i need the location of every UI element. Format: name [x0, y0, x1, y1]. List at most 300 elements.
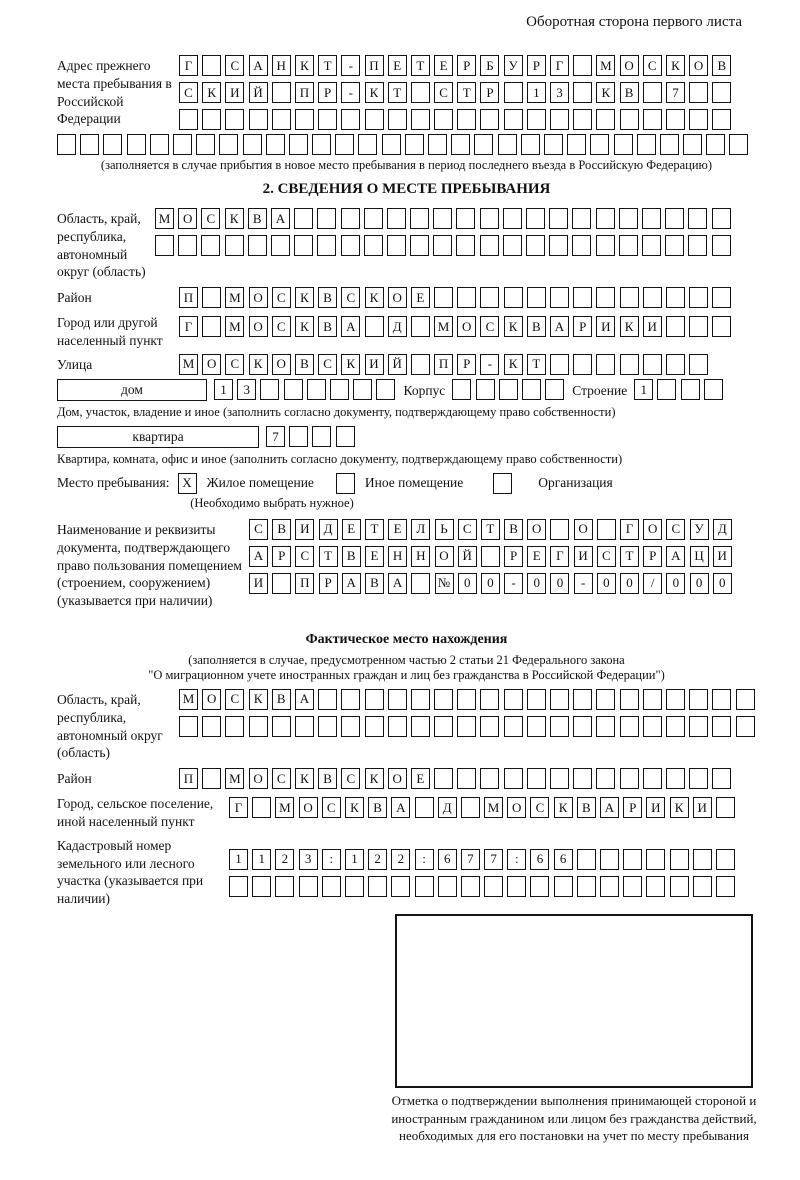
- char-cell[interactable]: В: [318, 316, 337, 337]
- char-cell[interactable]: Д: [388, 316, 407, 337]
- char-cell[interactable]: [294, 235, 313, 256]
- char-cell[interactable]: [341, 235, 360, 256]
- char-cell[interactable]: А: [666, 546, 685, 567]
- char-cell[interactable]: 7: [484, 849, 503, 870]
- char-cell[interactable]: [202, 316, 221, 337]
- char-cell[interactable]: Р: [457, 55, 476, 76]
- char-cell[interactable]: [438, 876, 457, 897]
- char-cell[interactable]: С: [225, 689, 244, 710]
- char-cell[interactable]: [249, 716, 268, 737]
- char-cell[interactable]: [178, 235, 197, 256]
- char-cell[interactable]: [480, 235, 499, 256]
- char-cell[interactable]: Г: [550, 546, 569, 567]
- char-cell[interactable]: Р: [527, 55, 546, 76]
- char-cell[interactable]: Е: [388, 519, 407, 540]
- char-cell[interactable]: [657, 379, 676, 400]
- char-cell[interactable]: [643, 109, 662, 130]
- char-cell[interactable]: [643, 354, 662, 375]
- char-cell[interactable]: 1: [229, 849, 248, 870]
- char-cell[interactable]: К: [666, 55, 685, 76]
- char-cell[interactable]: [504, 768, 523, 789]
- char-cell[interactable]: [452, 379, 471, 400]
- char-cell[interactable]: [434, 768, 453, 789]
- char-cell[interactable]: [545, 379, 564, 400]
- char-cell[interactable]: [317, 235, 336, 256]
- char-cell[interactable]: [411, 689, 430, 710]
- char-cell[interactable]: С: [341, 768, 360, 789]
- char-cell[interactable]: [353, 379, 372, 400]
- char-cell[interactable]: [480, 716, 499, 737]
- char-cell[interactable]: [736, 716, 755, 737]
- char-cell[interactable]: Т: [365, 519, 384, 540]
- char-cell[interactable]: И: [365, 354, 384, 375]
- char-cell[interactable]: [415, 876, 434, 897]
- char-cell[interactable]: [341, 109, 360, 130]
- char-cell[interactable]: [643, 82, 662, 103]
- char-cell[interactable]: Н: [411, 546, 430, 567]
- char-cell[interactable]: А: [249, 546, 268, 567]
- char-cell[interactable]: М: [484, 797, 503, 818]
- char-cell[interactable]: [646, 849, 665, 870]
- char-cell[interactable]: [693, 849, 712, 870]
- char-cell[interactable]: [623, 849, 642, 870]
- char-cell[interactable]: [689, 716, 708, 737]
- char-cell[interactable]: О: [272, 354, 291, 375]
- char-cell[interactable]: [155, 235, 174, 256]
- char-cell[interactable]: [341, 716, 360, 737]
- char-cell[interactable]: [410, 208, 429, 229]
- char-cell[interactable]: К: [225, 208, 244, 229]
- char-cell[interactable]: [670, 849, 689, 870]
- char-cell[interactable]: [716, 876, 735, 897]
- char-cell[interactable]: [619, 208, 638, 229]
- other-premises-checkbox[interactable]: [336, 473, 355, 494]
- char-cell[interactable]: [318, 689, 337, 710]
- char-cell[interactable]: Т: [457, 82, 476, 103]
- char-cell[interactable]: [573, 354, 592, 375]
- char-cell[interactable]: И: [295, 519, 314, 540]
- char-cell[interactable]: С: [458, 519, 477, 540]
- char-cell[interactable]: [484, 876, 503, 897]
- char-cell[interactable]: [252, 797, 271, 818]
- char-cell[interactable]: [573, 55, 592, 76]
- char-cell[interactable]: [388, 716, 407, 737]
- char-cell[interactable]: Н: [388, 546, 407, 567]
- char-cell[interactable]: [550, 768, 569, 789]
- char-cell[interactable]: [596, 235, 615, 256]
- char-cell[interactable]: [620, 768, 639, 789]
- confirmation-stamp-box[interactable]: [395, 914, 753, 1088]
- char-cell[interactable]: [620, 689, 639, 710]
- char-cell[interactable]: [365, 689, 384, 710]
- char-cell[interactable]: [527, 287, 546, 308]
- char-cell[interactable]: [260, 379, 279, 400]
- char-cell[interactable]: [712, 82, 731, 103]
- char-cell[interactable]: В: [295, 354, 314, 375]
- char-cell[interactable]: Г: [550, 55, 569, 76]
- char-cell[interactable]: [689, 689, 708, 710]
- char-cell[interactable]: [481, 546, 500, 567]
- char-cell[interactable]: В: [368, 797, 387, 818]
- char-cell[interactable]: О: [507, 797, 526, 818]
- char-cell[interactable]: И: [646, 797, 665, 818]
- char-cell[interactable]: [456, 208, 475, 229]
- char-cell[interactable]: [272, 716, 291, 737]
- char-cell[interactable]: С: [225, 55, 244, 76]
- char-cell[interactable]: С: [179, 82, 198, 103]
- char-cell[interactable]: [503, 235, 522, 256]
- char-cell[interactable]: [554, 876, 573, 897]
- char-cell[interactable]: П: [295, 82, 314, 103]
- char-cell[interactable]: [530, 876, 549, 897]
- char-cell[interactable]: [461, 797, 480, 818]
- char-cell[interactable]: [364, 235, 383, 256]
- char-cell[interactable]: Е: [411, 768, 430, 789]
- char-cell[interactable]: [294, 208, 313, 229]
- char-cell[interactable]: В: [318, 287, 337, 308]
- char-cell[interactable]: [573, 689, 592, 710]
- char-cell[interactable]: [642, 235, 661, 256]
- char-cell[interactable]: [550, 716, 569, 737]
- char-cell[interactable]: [272, 573, 291, 594]
- char-cell[interactable]: В: [318, 768, 337, 789]
- char-cell[interactable]: [689, 287, 708, 308]
- house-box[interactable]: дом: [57, 379, 207, 401]
- char-cell[interactable]: [573, 716, 592, 737]
- char-cell[interactable]: 0: [597, 573, 616, 594]
- char-cell[interactable]: [368, 876, 387, 897]
- char-cell[interactable]: [219, 134, 238, 155]
- char-cell[interactable]: К: [365, 768, 384, 789]
- char-cell[interactable]: [716, 797, 735, 818]
- char-cell[interactable]: 2: [391, 849, 410, 870]
- char-cell[interactable]: [527, 109, 546, 130]
- char-cell[interactable]: [689, 354, 708, 375]
- char-cell[interactable]: 0: [690, 573, 709, 594]
- char-cell[interactable]: 1: [214, 379, 233, 400]
- char-cell[interactable]: [736, 689, 755, 710]
- char-cell[interactable]: Е: [365, 546, 384, 567]
- char-cell[interactable]: [457, 768, 476, 789]
- char-cell[interactable]: 2: [275, 849, 294, 870]
- char-cell[interactable]: Р: [643, 546, 662, 567]
- char-cell[interactable]: А: [388, 573, 407, 594]
- char-cell[interactable]: К: [670, 797, 689, 818]
- char-cell[interactable]: О: [299, 797, 318, 818]
- char-cell[interactable]: Г: [179, 55, 198, 76]
- char-cell[interactable]: [567, 134, 586, 155]
- char-cell[interactable]: С: [434, 82, 453, 103]
- char-cell[interactable]: 6: [438, 849, 457, 870]
- char-cell[interactable]: Ь: [435, 519, 454, 540]
- char-cell[interactable]: [666, 109, 685, 130]
- char-cell[interactable]: [706, 134, 725, 155]
- char-cell[interactable]: [712, 316, 731, 337]
- char-cell[interactable]: П: [365, 55, 384, 76]
- char-cell[interactable]: К: [620, 316, 639, 337]
- char-cell[interactable]: А: [341, 316, 360, 337]
- char-cell[interactable]: Г: [620, 519, 639, 540]
- char-cell[interactable]: Е: [527, 546, 546, 567]
- char-cell[interactable]: [521, 134, 540, 155]
- char-cell[interactable]: [572, 235, 591, 256]
- char-cell[interactable]: К: [365, 82, 384, 103]
- char-cell[interactable]: [526, 235, 545, 256]
- char-cell[interactable]: [434, 287, 453, 308]
- char-cell[interactable]: К: [295, 768, 314, 789]
- char-cell[interactable]: В: [365, 573, 384, 594]
- char-cell[interactable]: С: [480, 316, 499, 337]
- char-cell[interactable]: [457, 689, 476, 710]
- char-cell[interactable]: Д: [319, 519, 338, 540]
- char-cell[interactable]: [364, 208, 383, 229]
- apartment-box[interactable]: квартира: [57, 426, 259, 448]
- char-cell[interactable]: [620, 109, 639, 130]
- char-cell[interactable]: И: [249, 573, 268, 594]
- char-cell[interactable]: Е: [342, 519, 361, 540]
- char-cell[interactable]: 0: [620, 573, 639, 594]
- char-cell[interactable]: [415, 797, 434, 818]
- char-cell[interactable]: [365, 716, 384, 737]
- char-cell[interactable]: Й: [458, 546, 477, 567]
- char-cell[interactable]: [480, 109, 499, 130]
- char-cell[interactable]: [474, 134, 493, 155]
- char-cell[interactable]: [248, 235, 267, 256]
- char-cell[interactable]: [729, 134, 748, 155]
- char-cell[interactable]: [411, 82, 430, 103]
- char-cell[interactable]: [266, 134, 285, 155]
- char-cell[interactable]: [666, 768, 685, 789]
- char-cell[interactable]: С: [666, 519, 685, 540]
- char-cell[interactable]: [712, 287, 731, 308]
- char-cell[interactable]: [712, 235, 731, 256]
- char-cell[interactable]: [712, 109, 731, 130]
- char-cell[interactable]: [573, 768, 592, 789]
- char-cell[interactable]: К: [345, 797, 364, 818]
- char-cell[interactable]: М: [275, 797, 294, 818]
- char-cell[interactable]: [434, 689, 453, 710]
- char-cell[interactable]: В: [577, 797, 596, 818]
- char-cell[interactable]: [179, 716, 198, 737]
- char-cell[interactable]: /: [643, 573, 662, 594]
- char-cell[interactable]: [596, 354, 615, 375]
- char-cell[interactable]: [504, 287, 523, 308]
- char-cell[interactable]: 1: [634, 379, 653, 400]
- char-cell[interactable]: [549, 235, 568, 256]
- char-cell[interactable]: [666, 716, 685, 737]
- char-cell[interactable]: [620, 287, 639, 308]
- char-cell[interactable]: [689, 316, 708, 337]
- char-cell[interactable]: [689, 82, 708, 103]
- char-cell[interactable]: [550, 519, 569, 540]
- char-cell[interactable]: [643, 689, 662, 710]
- char-cell[interactable]: 0: [713, 573, 732, 594]
- char-cell[interactable]: [623, 876, 642, 897]
- char-cell[interactable]: В: [712, 55, 731, 76]
- char-cell[interactable]: С: [272, 316, 291, 337]
- char-cell[interactable]: П: [179, 287, 198, 308]
- char-cell[interactable]: 3: [550, 82, 569, 103]
- char-cell[interactable]: Г: [229, 797, 248, 818]
- char-cell[interactable]: К: [202, 82, 221, 103]
- char-cell[interactable]: [252, 876, 271, 897]
- char-cell[interactable]: [434, 716, 453, 737]
- char-cell[interactable]: [335, 134, 354, 155]
- char-cell[interactable]: [202, 716, 221, 737]
- char-cell[interactable]: О: [574, 519, 593, 540]
- char-cell[interactable]: [527, 689, 546, 710]
- char-cell[interactable]: [476, 379, 495, 400]
- char-cell[interactable]: Р: [480, 82, 499, 103]
- char-cell[interactable]: [666, 316, 685, 337]
- char-cell[interactable]: В: [248, 208, 267, 229]
- char-cell[interactable]: Н: [272, 55, 291, 76]
- char-cell[interactable]: [127, 134, 146, 155]
- char-cell[interactable]: [411, 716, 430, 737]
- char-cell[interactable]: Т: [388, 82, 407, 103]
- char-cell[interactable]: [504, 716, 523, 737]
- char-cell[interactable]: И: [574, 546, 593, 567]
- char-cell[interactable]: [504, 689, 523, 710]
- char-cell[interactable]: А: [295, 689, 314, 710]
- char-cell[interactable]: [433, 235, 452, 256]
- char-cell[interactable]: [550, 287, 569, 308]
- char-cell[interactable]: М: [225, 768, 244, 789]
- char-cell[interactable]: -: [504, 573, 523, 594]
- char-cell[interactable]: 7: [266, 426, 285, 447]
- char-cell[interactable]: О: [388, 287, 407, 308]
- char-cell[interactable]: К: [249, 354, 268, 375]
- char-cell[interactable]: №: [435, 573, 454, 594]
- char-cell[interactable]: [457, 109, 476, 130]
- char-cell[interactable]: 1: [345, 849, 364, 870]
- char-cell[interactable]: [457, 287, 476, 308]
- char-cell[interactable]: [289, 134, 308, 155]
- char-cell[interactable]: 0: [481, 573, 500, 594]
- char-cell[interactable]: 2: [368, 849, 387, 870]
- char-cell[interactable]: [507, 876, 526, 897]
- char-cell[interactable]: В: [272, 689, 291, 710]
- char-cell[interactable]: [391, 876, 410, 897]
- char-cell[interactable]: [388, 689, 407, 710]
- char-cell[interactable]: С: [272, 287, 291, 308]
- char-cell[interactable]: [573, 109, 592, 130]
- char-cell[interactable]: А: [550, 316, 569, 337]
- char-cell[interactable]: [688, 235, 707, 256]
- char-cell[interactable]: [243, 134, 262, 155]
- char-cell[interactable]: [249, 109, 268, 130]
- char-cell[interactable]: С: [295, 546, 314, 567]
- char-cell[interactable]: О: [202, 689, 221, 710]
- char-cell[interactable]: С: [225, 354, 244, 375]
- char-cell[interactable]: М: [434, 316, 453, 337]
- char-cell[interactable]: В: [527, 316, 546, 337]
- char-cell[interactable]: 6: [530, 849, 549, 870]
- char-cell[interactable]: С: [341, 287, 360, 308]
- char-cell[interactable]: Г: [179, 316, 198, 337]
- char-cell[interactable]: [590, 134, 609, 155]
- char-cell[interactable]: А: [249, 55, 268, 76]
- char-cell[interactable]: [689, 109, 708, 130]
- char-cell[interactable]: О: [249, 768, 268, 789]
- char-cell[interactable]: М: [179, 354, 198, 375]
- char-cell[interactable]: [456, 235, 475, 256]
- char-cell[interactable]: [307, 379, 326, 400]
- char-cell[interactable]: П: [179, 768, 198, 789]
- char-cell[interactable]: [410, 235, 429, 256]
- char-cell[interactable]: С: [318, 354, 337, 375]
- char-cell[interactable]: [411, 109, 430, 130]
- char-cell[interactable]: -: [341, 82, 360, 103]
- char-cell[interactable]: :: [322, 849, 341, 870]
- char-cell[interactable]: М: [596, 55, 615, 76]
- char-cell[interactable]: С: [643, 55, 662, 76]
- char-cell[interactable]: [411, 573, 430, 594]
- char-cell[interactable]: [596, 768, 615, 789]
- char-cell[interactable]: [600, 849, 619, 870]
- char-cell[interactable]: М: [155, 208, 174, 229]
- char-cell[interactable]: [522, 379, 541, 400]
- char-cell[interactable]: 0: [458, 573, 477, 594]
- char-cell[interactable]: 0: [666, 573, 685, 594]
- char-cell[interactable]: [643, 768, 662, 789]
- char-cell[interactable]: [318, 716, 337, 737]
- char-cell[interactable]: 1: [252, 849, 271, 870]
- char-cell[interactable]: Р: [272, 546, 291, 567]
- char-cell[interactable]: [318, 109, 337, 130]
- char-cell[interactable]: [550, 689, 569, 710]
- char-cell[interactable]: В: [272, 519, 291, 540]
- char-cell[interactable]: [550, 109, 569, 130]
- char-cell[interactable]: Р: [573, 316, 592, 337]
- char-cell[interactable]: [646, 876, 665, 897]
- char-cell[interactable]: А: [342, 573, 361, 594]
- char-cell[interactable]: О: [457, 316, 476, 337]
- char-cell[interactable]: [405, 134, 424, 155]
- char-cell[interactable]: 7: [666, 82, 685, 103]
- char-cell[interactable]: [666, 354, 685, 375]
- char-cell[interactable]: [434, 109, 453, 130]
- char-cell[interactable]: [225, 716, 244, 737]
- char-cell[interactable]: [341, 689, 360, 710]
- char-cell[interactable]: [428, 134, 447, 155]
- char-cell[interactable]: [712, 689, 731, 710]
- char-cell[interactable]: [336, 426, 355, 447]
- char-cell[interactable]: [312, 134, 331, 155]
- char-cell[interactable]: С: [530, 797, 549, 818]
- char-cell[interactable]: [577, 849, 596, 870]
- char-cell[interactable]: -: [341, 55, 360, 76]
- char-cell[interactable]: [498, 134, 517, 155]
- char-cell[interactable]: Р: [457, 354, 476, 375]
- char-cell[interactable]: 0: [527, 573, 546, 594]
- char-cell[interactable]: [573, 287, 592, 308]
- char-cell[interactable]: [716, 849, 735, 870]
- char-cell[interactable]: И: [693, 797, 712, 818]
- char-cell[interactable]: [550, 354, 569, 375]
- char-cell[interactable]: О: [689, 55, 708, 76]
- char-cell[interactable]: К: [596, 82, 615, 103]
- char-cell[interactable]: [202, 55, 221, 76]
- char-cell[interactable]: [387, 235, 406, 256]
- char-cell[interactable]: [527, 768, 546, 789]
- char-cell[interactable]: К: [249, 689, 268, 710]
- char-cell[interactable]: [619, 235, 638, 256]
- char-cell[interactable]: [681, 379, 700, 400]
- char-cell[interactable]: [365, 316, 384, 337]
- char-cell[interactable]: [201, 235, 220, 256]
- char-cell[interactable]: [358, 134, 377, 155]
